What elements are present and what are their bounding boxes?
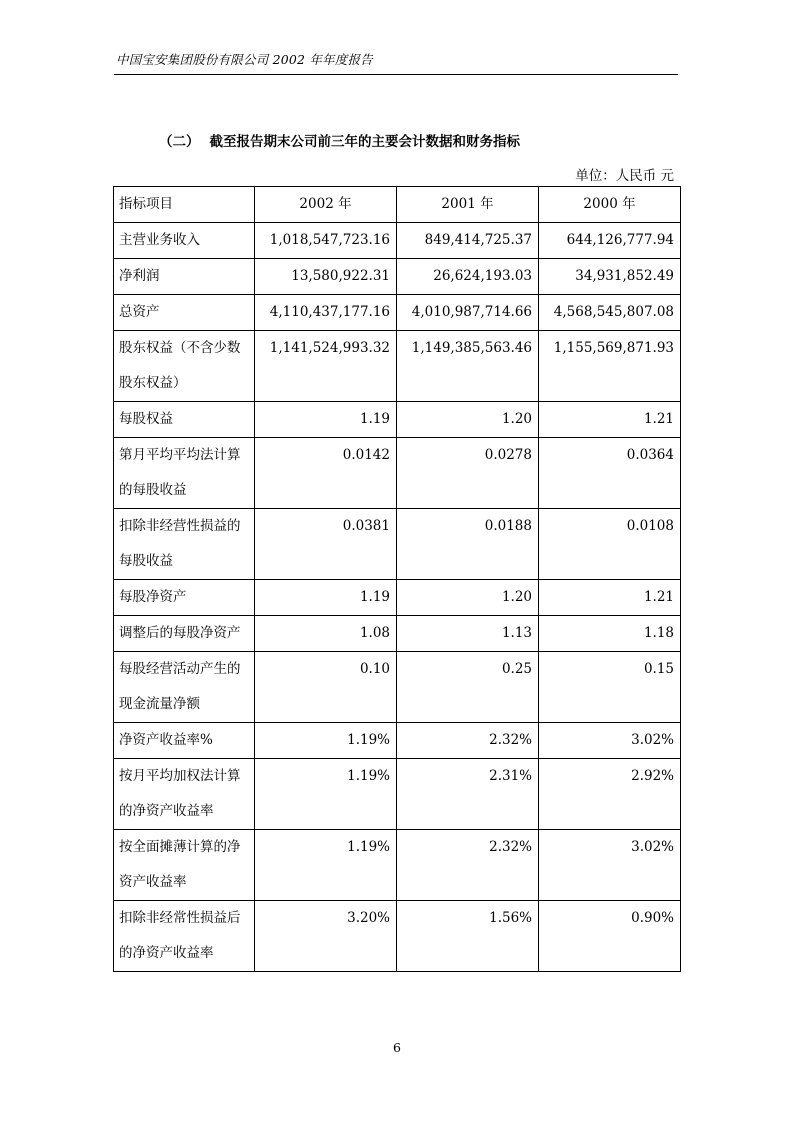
table-row (114, 723, 681, 759)
value-2000: 0.15 (539, 652, 681, 723)
row-label: 调整后的每股净资产 (114, 616, 255, 652)
header-divider (114, 74, 678, 75)
value-2002: 1.19% (255, 759, 397, 830)
value-2001: 1.56% (397, 901, 539, 972)
section-heading (159, 130, 520, 150)
value-2002: 0.0142 (255, 438, 397, 509)
value-2002: 0.10 (255, 652, 397, 723)
row-label: 扣除非经常性损益后的净资产收益率 (114, 901, 255, 972)
column-header-2000: 2000 年 (539, 187, 681, 223)
value-2000: 4,568,545,807.08 (539, 295, 681, 331)
row-label: 每股权益 (114, 402, 255, 438)
value-2001: 1,149,385,563.46 (397, 331, 539, 402)
table-row (114, 580, 681, 616)
row-label: 每股净资产 (114, 580, 255, 616)
column-header-2002: 2002 年 (255, 187, 397, 223)
value-2000: 0.0364 (539, 438, 681, 509)
value-2002: 1.19 (255, 402, 397, 438)
value-2000: 34,931,852.49 (539, 259, 681, 295)
value-2001: 4,010,987,714.66 (397, 295, 539, 331)
row-label: 每股经营活动产生的现金流量净额 (114, 652, 255, 723)
value-2001: 0.25 (397, 652, 539, 723)
section-number: （二） (159, 134, 200, 150)
value-2001: 2.32% (397, 723, 539, 759)
table-row (114, 616, 681, 652)
value-2001: 2.32% (397, 830, 539, 901)
value-2000: 0.90% (539, 901, 681, 972)
value-2002: 1.19% (255, 830, 397, 901)
running-header: 中国宝安集团股份有限公司 2002 年年度报告 (116, 52, 373, 67)
value-2000: 644,126,777.94 (539, 223, 681, 259)
value-2001: 1.20 (397, 402, 539, 438)
table-row (114, 759, 681, 830)
value-2000: 3.02% (539, 723, 681, 759)
section-title: 截至报告期末公司前三年的主要会计数据和财务指标 (209, 134, 520, 150)
row-label: 扣除非经营性损益的每股收益 (114, 509, 255, 580)
value-2002: 1.19 (255, 580, 397, 616)
table-row (114, 438, 681, 509)
value-2000: 0.0108 (539, 509, 681, 580)
value-2001: 849,414,725.37 (397, 223, 539, 259)
value-2002: 0.0381 (255, 509, 397, 580)
value-2002: 1.08 (255, 616, 397, 652)
row-label: 按月平均加权法计算的净资产收益率 (114, 759, 255, 830)
column-header-2001: 2001 年 (397, 187, 539, 223)
row-label: 按全面摊薄计算的净资产收益率 (114, 830, 255, 901)
table-row (114, 509, 681, 580)
row-label: 净资产收益率% (114, 723, 255, 759)
page-number: 6 (393, 1040, 401, 1055)
value-2001: 0.0188 (397, 509, 539, 580)
table-row (114, 652, 681, 723)
table-row (114, 331, 681, 402)
value-2000: 1.21 (539, 580, 681, 616)
value-2000: 2.92% (539, 759, 681, 830)
row-label: 净利润 (114, 259, 255, 295)
table-row (114, 830, 681, 901)
value-2002: 4,110,437,177.16 (255, 295, 397, 331)
row-label: 第月平均平均法计算的每股收益 (114, 438, 255, 509)
value-2001: 1.20 (397, 580, 539, 616)
table-row (114, 259, 681, 295)
value-2002: 1,018,547,723.16 (255, 223, 397, 259)
value-2000: 1,155,569,871.93 (539, 331, 681, 402)
value-2000: 1.18 (539, 616, 681, 652)
value-2000: 1.21 (539, 402, 681, 438)
value-2002: 1.19% (255, 723, 397, 759)
table-row (114, 223, 681, 259)
value-2001: 1.13 (397, 616, 539, 652)
value-2002: 3.20% (255, 901, 397, 972)
value-2001: 2.31% (397, 759, 539, 830)
table-row (114, 901, 681, 972)
table-row (114, 295, 681, 331)
table-header-row (114, 187, 681, 223)
column-header-item: 指标项目 (114, 187, 255, 223)
currency-unit-note: 单位：人民币 元 (575, 168, 674, 184)
financial-indicators-table (113, 186, 681, 972)
row-label: 股东权益（不含少数股东权益） (114, 331, 255, 402)
value-2002: 13,580,922.31 (255, 259, 397, 295)
table-row (114, 402, 681, 438)
row-label: 主营业务收入 (114, 223, 255, 259)
value-2002: 1,141,524,993.32 (255, 331, 397, 402)
row-label: 总资产 (114, 295, 255, 331)
value-2000: 3.02% (539, 830, 681, 901)
value-2001: 0.0278 (397, 438, 539, 509)
value-2001: 26,624,193.03 (397, 259, 539, 295)
